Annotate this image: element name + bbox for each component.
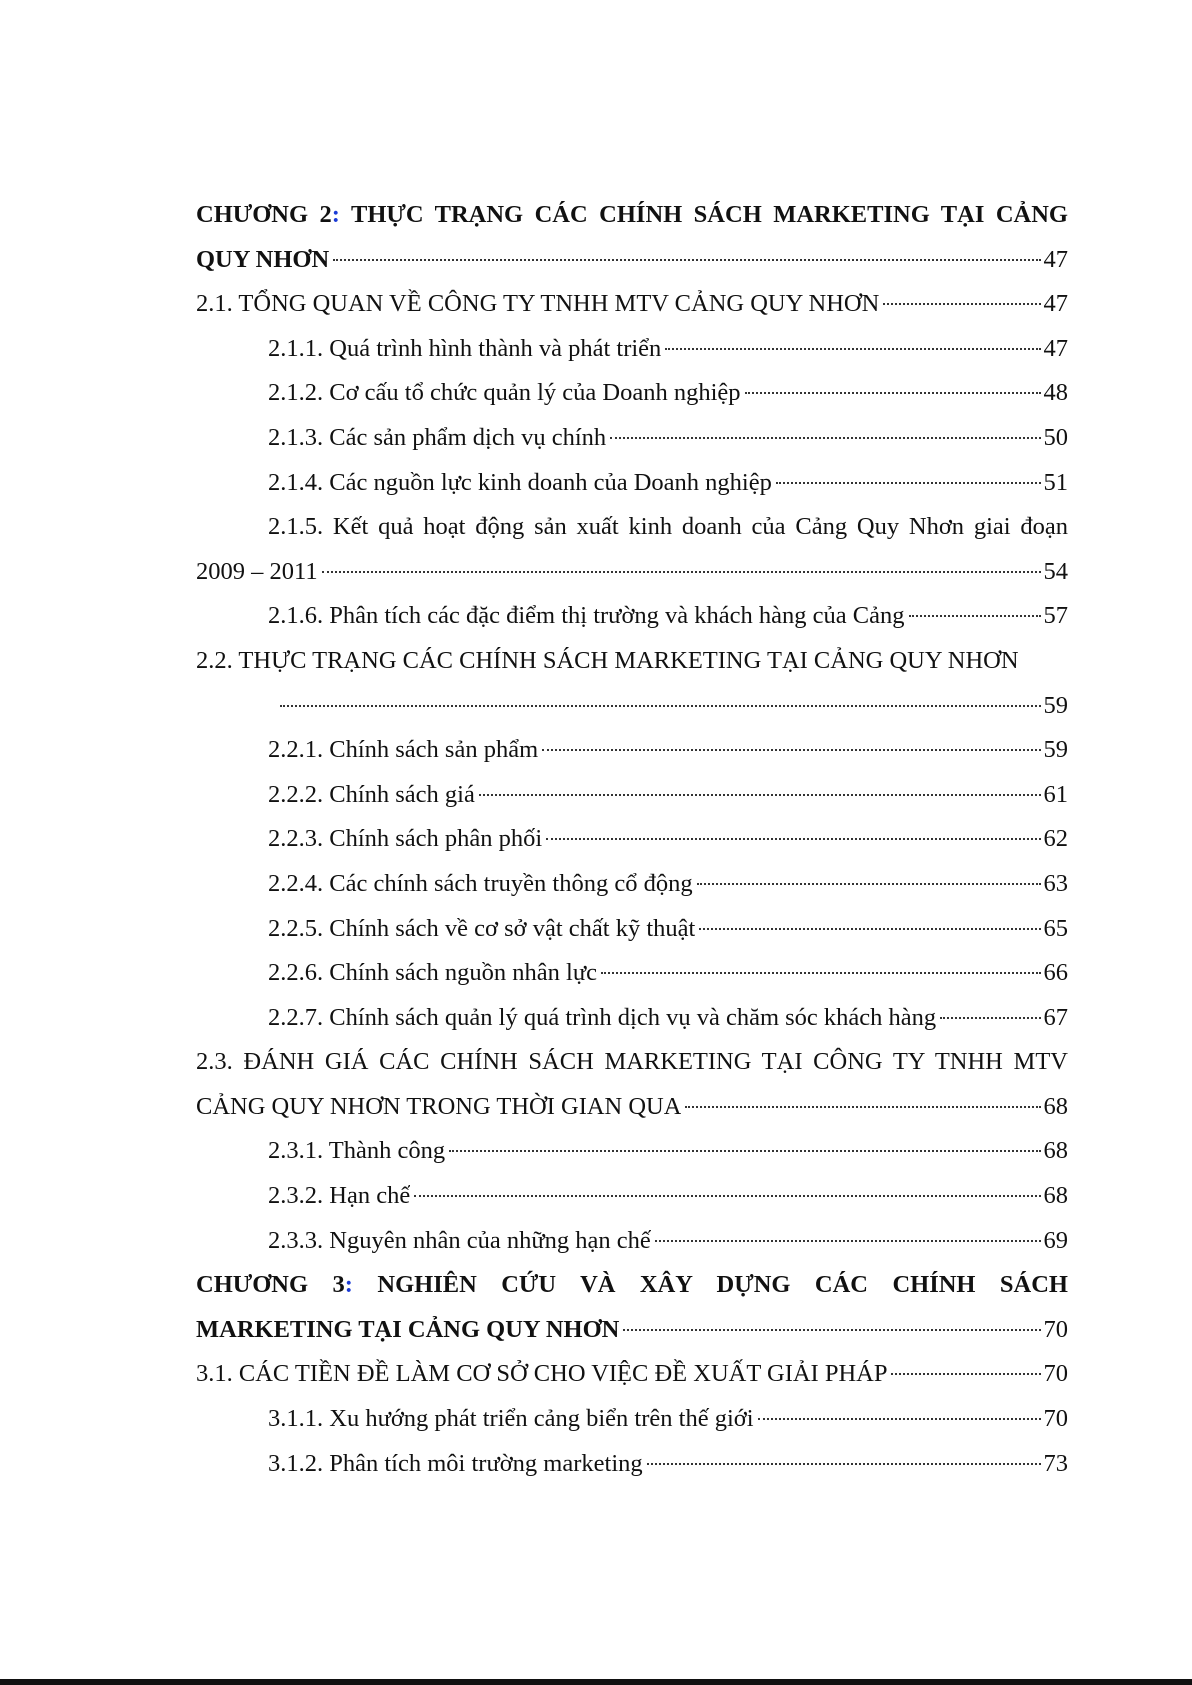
chapter-3-title-cont: MARKETING TẠI CẢNG QUY NHƠN: [196, 1315, 620, 1343]
page-number: 47: [1043, 334, 1068, 362]
toc-entry-2-1-1[interactable]: [196, 327, 1068, 372]
chapter-2-label: CHƯƠNG 2: [196, 201, 332, 228]
toc-entry-2-1-4[interactable]: [196, 461, 1068, 506]
dot-leader: [758, 1418, 1041, 1420]
entry-title-cont: CẢNG QUY NHƠN TRONG THỜI GIAN QUA: [196, 1092, 682, 1120]
page-number: 63: [1043, 869, 1068, 897]
dot-leader: [280, 705, 1041, 707]
toc-entry-3-1[interactable]: [196, 1352, 1068, 1397]
dot-leader: [685, 1106, 1040, 1108]
entry-title: 2.2.7. Chính sách quản lý quá trình dịch vụ và chăm sóc khách hàng: [268, 1003, 937, 1031]
page-bottom-edge: [0, 1679, 1192, 1685]
dot-leader: [891, 1373, 1040, 1375]
toc-entry-2-2-1[interactable]: [196, 728, 1068, 773]
entry-title: 2.1.1. Quá trình hình thành và phát triển: [268, 334, 662, 362]
entry-title: 2.3.2. Hạn chế: [268, 1182, 411, 1210]
toc-entry-2-2-2[interactable]: [196, 773, 1068, 818]
dot-leader: [623, 1329, 1040, 1331]
toc-entry-2-3-2[interactable]: [196, 1174, 1068, 1219]
entry-title: 2.1.3. Các sản phẩm dịch vụ chính: [268, 423, 607, 451]
dot-leader: [909, 615, 1041, 617]
toc-entry-3-1-1[interactable]: [196, 1397, 1068, 1442]
dot-leader: [414, 1195, 1040, 1197]
page-number: 68: [1043, 1137, 1068, 1165]
toc-entry-2-3-line1[interactable]: [196, 1040, 1068, 1085]
toc-entry-2-2-7[interactable]: [196, 996, 1068, 1041]
dot-leader: [333, 259, 1040, 261]
toc-entry-2-1-2[interactable]: [196, 371, 1068, 416]
toc-entry-2-1-5-line1[interactable]: [196, 505, 1068, 550]
entry-title: 3.1.2. Phân tích môi trường marketing: [268, 1449, 643, 1477]
dot-leader: [322, 571, 1041, 573]
chapter-3-label: CHƯƠNG 3: [196, 1271, 345, 1299]
toc-entry-2-3-3[interactable]: [196, 1219, 1068, 1264]
dot-leader: [655, 1240, 1041, 1242]
page-number: 67: [1043, 1003, 1068, 1031]
dot-leader: [776, 482, 1041, 484]
dot-leader: [699, 928, 1040, 930]
entry-title: 2.2.4. Các chính sách truyền thông cổ động: [268, 869, 693, 897]
chapter-3-title: NGHIÊN CỨU VÀ XÂY DỰNG CÁC CHÍNH SÁCH: [352, 1271, 1068, 1299]
page-number: 70: [1043, 1360, 1068, 1388]
page-number: 68: [1043, 1092, 1068, 1120]
page-number: 47: [1043, 245, 1068, 273]
page-number: 62: [1043, 825, 1068, 853]
toc-entry-2-1-3[interactable]: [196, 416, 1068, 461]
dot-leader: [940, 1017, 1040, 1019]
toc-entry-2-1-5-line2[interactable]: [196, 550, 1068, 595]
entry-title: 2.3.1. Thành công: [268, 1137, 446, 1165]
chapter-3-colon: :: [344, 1271, 353, 1299]
toc-entry-2-2-6[interactable]: [196, 951, 1068, 996]
toc-entry-2-3-line2[interactable]: [196, 1085, 1068, 1130]
page-number: 47: [1043, 290, 1068, 318]
toc-entry-2-2-4[interactable]: [196, 862, 1068, 907]
dot-leader: [601, 972, 1040, 974]
entry-title-cont: 2009 – 2011: [196, 557, 318, 585]
toc-entry-2-2-line1[interactable]: [196, 639, 1068, 684]
page-number: 66: [1043, 959, 1068, 987]
toc-chapter-2-line1: [196, 193, 1068, 238]
page-number: 69: [1043, 1226, 1068, 1254]
entry-title: 2.2. THỰC TRẠNG CÁC CHÍNH SÁCH MARKETING TẠI CẢNG QUY NHƠN: [196, 646, 1019, 674]
toc-entry-2-1[interactable]: [196, 282, 1068, 327]
dot-leader: [647, 1463, 1041, 1465]
entry-title: 3.1.1. Xu hướng phát triển cảng biển trên thế giới: [268, 1405, 754, 1433]
page-number: 73: [1043, 1449, 1068, 1477]
dot-leader: [665, 348, 1040, 350]
page-number: 51: [1043, 468, 1068, 496]
toc-chapter-3-line2[interactable]: [196, 1308, 1068, 1353]
table-of-contents: [196, 193, 1068, 1486]
page-number: 70: [1043, 1405, 1068, 1433]
entry-title: 2.1. TỔNG QUAN VỀ CÔNG TY TNHH MTV CẢNG QUY NHƠN: [196, 290, 880, 318]
entry-title: 2.3. ĐÁNH GIÁ CÁC CHÍNH SÁCH MARKETING TẠI CÔNG TY TNHH MTV: [196, 1048, 1068, 1076]
entry-title: 2.1.4. Các nguồn lực kinh doanh của Doanh nghiệp: [268, 468, 772, 496]
toc-entry-2-2-5[interactable]: [196, 907, 1068, 952]
dot-leader: [610, 437, 1040, 439]
page-number: 57: [1043, 602, 1068, 630]
page-number: 65: [1043, 914, 1068, 942]
toc-entry-2-2-3[interactable]: [196, 817, 1068, 862]
toc-entry-2-1-6[interactable]: [196, 594, 1068, 639]
entry-title: 2.2.3. Chính sách phân phối: [268, 825, 543, 853]
page-number: 70: [1043, 1315, 1068, 1343]
entry-title: 2.1.6. Phân tích các đặc điểm thị trường và khách hàng của Cảng: [268, 602, 905, 630]
toc-chapter-3-line1: [196, 1263, 1068, 1308]
page-number: 59: [1043, 736, 1068, 764]
entry-title: 2.3.3. Nguyên nhân của những hạn chế: [268, 1226, 651, 1254]
dot-leader: [546, 838, 1040, 840]
dot-leader: [745, 392, 1041, 394]
toc-entry-3-1-2[interactable]: [196, 1442, 1068, 1487]
entry-title: 2.1.5. Kết quả hoạt động sản xuất kinh doanh của Cảng Quy Nhơn giai đoạn: [268, 513, 1068, 541]
chapter-2-title: THỰC TRẠNG CÁC CHÍNH SÁCH MARKETING TẠI CẢNG: [339, 201, 1068, 228]
chapter-2-colon: :: [331, 201, 340, 228]
dot-leader: [449, 1150, 1040, 1152]
entry-title: 2.2.6. Chính sách nguồn nhân lực: [268, 959, 598, 987]
page-number: 48: [1043, 379, 1068, 407]
dot-leader: [479, 794, 1041, 796]
entry-title: 2.2.5. Chính sách về cơ sở vật chất kỹ thuật: [268, 914, 696, 942]
entry-title: 2.2.2. Chính sách giá: [268, 780, 475, 808]
toc-entry-2-2-line2[interactable]: [196, 684, 1068, 729]
dot-leader: [542, 749, 1040, 751]
toc-entry-2-3-1[interactable]: [196, 1129, 1068, 1174]
entry-title: 2.2.1. Chính sách sản phẩm: [268, 736, 539, 764]
entry-title: 3.1. CÁC TIỀN ĐỀ LÀM CƠ SỞ CHO VIỆC ĐỀ XUẤT GIẢI PHÁP: [196, 1360, 888, 1388]
toc-chapter-2-line2[interactable]: [196, 238, 1068, 283]
dot-leader: [697, 883, 1041, 885]
page-number: 61: [1043, 780, 1068, 808]
dot-leader: [883, 303, 1040, 305]
chapter-2-title-cont: QUY NHƠN: [196, 245, 330, 273]
page-number: 50: [1043, 423, 1068, 451]
page-number: 54: [1043, 557, 1068, 585]
page-number: 59: [1043, 691, 1068, 719]
page-number: 68: [1043, 1182, 1068, 1210]
entry-title: 2.1.2. Cơ cấu tổ chức quản lý của Doanh nghiệp: [268, 379, 741, 407]
